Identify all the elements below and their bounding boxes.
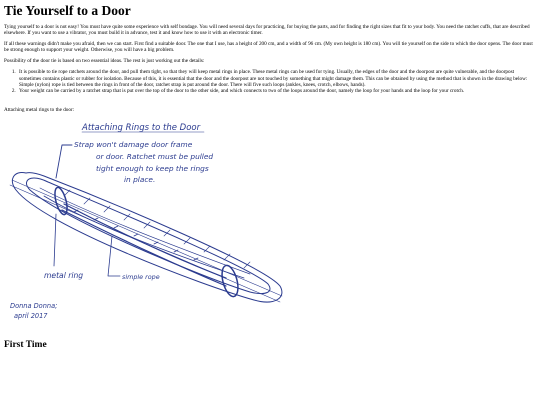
page-title: Tie Yourself to a Door xyxy=(4,3,131,18)
strap-loop xyxy=(12,172,282,302)
intro-paragraph-2: If all these warnings didn't make you afraid, then we can start. First find a suitable door. The one that I use, has a height of 200 cm, and a width of 96 cm. (My own height is 180 cm). You will tie yourself on the side to which the door opens. The door must be strong enough to support your weight. Otherwise, you will have a big problem. xyxy=(4,41,533,54)
drawing-caption: Attaching metal rings to the door: xyxy=(4,106,75,113)
idea-item-1: 1. It is possible to tie rope ratchets around the door, and pull them tight, so that they will keep metal rings in place. These metal rings can be used for tying. Usually, the edges of the door and the doorpost are quite vulnerable, and the doorpost sometimes contains plastic or rubber for isolation. Because of this, it is essential that the door and the doorpost are not touched by something that might damage them. This can be obtained by using the method that is shown in the drawing below: Simple (nylon) rope is tied between the rings in front of the door, ratchet strap is put around the door. There will five such loops (ankles, knees, crotch, elbows, hands). xyxy=(17,69,536,87)
label-metal-ring: metal ring xyxy=(44,270,84,280)
drawing-note-line-3: tight enough to keep the rings xyxy=(96,163,209,173)
drawing-title: Attaching Rings to the Door xyxy=(82,122,201,133)
intro-paragraph-1: Tying yourself to a door is not easy! You must have quite some experience with self bondage. You will need several days for practicing, for buying the parts, and for finding the right sizes that fit to your body. You need the ratchet cuffs, that are described elsewhere. If you want to use a vibrator, you must build it in advance, test it and know how to use it with an electronic timer. xyxy=(4,24,530,37)
drawing-note-line-4: in place. xyxy=(124,174,156,184)
drawing-note-line-1: Strap won't damage door frame xyxy=(74,139,193,149)
page xyxy=(0,3,540,351)
simple-rope xyxy=(64,204,226,278)
ring-drawing-svg xyxy=(4,118,304,338)
drawing-note-line-2: or door. Ratchet must be pulled xyxy=(96,151,214,161)
signature-date: april 2017 xyxy=(14,311,48,320)
intro-paragraph-3: Possibility of the door tie is based on two essential ideas. The rest is just working out the details: xyxy=(4,58,205,65)
section-heading-first-time: First Time xyxy=(4,339,47,350)
door-edge xyxy=(10,180,282,302)
signature-name: Donna Donna; xyxy=(10,301,58,310)
ring-drawing xyxy=(4,118,304,338)
ideas-list xyxy=(4,69,536,93)
label-simple-rope: simple rope xyxy=(122,272,160,281)
idea-item-2: 2. Your weight can be carried by a ratchet strap that is put over the top of the door to the other side, and which connects to two of the loops around the door, namely the loop for your hands and the loop for your crotch. xyxy=(17,88,536,94)
